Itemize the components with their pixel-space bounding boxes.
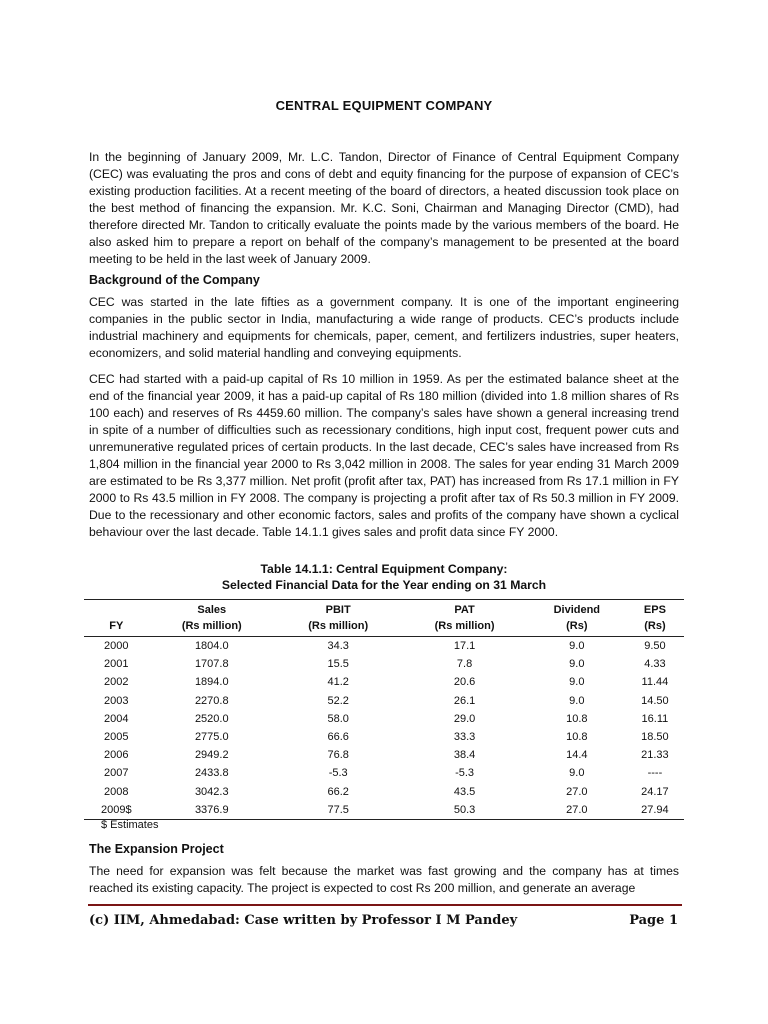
page-number: Page 1 — [629, 913, 678, 928]
header-cell: FY — [84, 618, 149, 637]
table-cell: 21.33 — [641, 749, 669, 762]
table-cell: 9.0 — [569, 658, 585, 671]
table-cell: 15.5 — [327, 658, 349, 671]
header-cell: (Rs) — [528, 618, 626, 637]
table-row — [84, 783, 684, 801]
table-cell: 7.8 — [456, 658, 473, 671]
table-caption-line1: Table 14.1.1: Central Equipment Company: — [260, 562, 508, 576]
financial-data-table — [84, 599, 684, 820]
table-cell: 2433.8 — [194, 767, 229, 780]
table-row — [84, 692, 684, 710]
table-row — [84, 764, 684, 782]
header-cell: (Rs million) — [275, 618, 401, 637]
header-cell: EPS — [626, 600, 684, 619]
table-cell: 2007 — [104, 767, 129, 780]
table-cell: 2001 — [104, 658, 129, 671]
table-cell: 9.0 — [569, 676, 585, 689]
table-cell: 18.50 — [641, 731, 669, 744]
table-cell: 2270.8 — [194, 694, 229, 707]
table-cell: 50.3 — [401, 801, 527, 820]
table-cell: 2775.0 — [194, 731, 229, 744]
table-cell: -5.3 — [455, 767, 475, 780]
table-cell: 9.0 — [569, 640, 585, 653]
footer-divider — [88, 904, 682, 906]
background-paragraph-2: CEC had started with a paid-up capital of Rs 10 million in 1959. As per the estimated balance sheet at the end of the financial year 2009, it has a paid-up capital of Rs 180 million (divided into 1.8 million shares of Rs 100 each) and reserves of Rs 4459.60 million. The company’s sales have shown a general increasing trend in spite of a number of difficulties such as recessionary conditions, high input cost, frequent power cuts and unremunerative regulated prices of certain products. In the last decade, CEC’s sales have increased from Rs 1,804 million in the financial year 2000 to Rs 3,042 million in 2008. The sales for year ending 31 March 2009 are estimated to be Rs 3,377 million. Net profit (profit after tax, PAT) has increased from Rs 17.1 million in FY 2000 to Rs 43.5 million in FY 2008. The company is projecting a profit after tax of Rs 50.3 million in FY 2009. Due to the recessionary and other economic factors, sales and profits of the company have shown a cyclical behaviour over the last decade. Table 14.1.1 gives sales and profit data since FY 2000. — [89, 372, 679, 539]
table-row — [84, 728, 684, 746]
background-paragraph-1: CEC was started in the late fifties as a government company. It is one of the important engineering companies in the public sector in India, manufacturing a wide range of products. CEC’s products include industrial machinery and equipments for chemicals, paper, cement, and fertilizers industries, super heaters, economizers, and solid material handling and conveying equipments. — [89, 295, 679, 360]
table-cell: 34.3 — [327, 640, 349, 653]
intro-paragraph: In the beginning of January 2009, Mr. L.C. Tandon, Director of Finance of Central Equipment Company (CEC) was evaluating the pros and cons of debt and equity financing for the purpose of expansion of CEC’s existing production facilities. At a recent meeting of the board of directors, a heated discussion took place on the best method of financing the expansion. Mr. K.C. Soni, Chairman and Managing Director (CMD), had therefore directed Mr. Tandon to critically evaluate the points made by the various members of the board. He also asked him to prepare a report on behalf of the company’s management to be presented at the board meeting to be held in the last week of January 2009. — [89, 150, 679, 266]
table-cell: 2006 — [104, 749, 129, 762]
table-cell: 66.2 — [327, 785, 349, 798]
table-cell: 2000 — [104, 640, 129, 653]
table-cell: 1707.8 — [194, 658, 229, 671]
table-cell: 11.44 — [641, 676, 669, 689]
table-cell: 38.4 — [453, 749, 476, 762]
table-cell: 33.3 — [453, 731, 476, 744]
table-cell: 1804.0 — [194, 640, 229, 653]
background-heading: Background of the Company — [89, 273, 260, 287]
table-cell: 16.11 — [641, 712, 669, 725]
table-cell: 20.6 — [453, 676, 476, 689]
table-cell: 2520.0 — [194, 712, 229, 725]
table-cell: 2949.2 — [194, 749, 229, 762]
table-row — [84, 673, 684, 691]
table-cell: 3042.3 — [194, 785, 229, 798]
table-cell: -5.3 — [328, 767, 348, 780]
table-cell: 41.2 — [327, 676, 349, 689]
table-cell: 2003 — [104, 694, 129, 707]
table-cell: 4.33 — [644, 658, 666, 671]
expansion-paragraph: The need for expansion was felt because the market was fast growing and the company has at times reached its existing capacity. The project is expected to cost Rs 200 million, and generate an average — [89, 864, 679, 895]
table-cell: 2005 — [104, 731, 129, 744]
table-cell: 26.1 — [453, 694, 476, 707]
table-note: $ Estimates — [101, 819, 159, 831]
header-cell — [84, 600, 149, 619]
table-header-row-2 — [84, 618, 684, 637]
header-cell: PBIT — [275, 600, 401, 619]
table-cell: 14.50 — [641, 694, 669, 707]
table-cell: 43.5 — [453, 785, 476, 798]
table-cell: 76.8 — [327, 749, 349, 762]
table-cell: 29.0 — [453, 712, 476, 725]
table-cell: 2002 — [104, 676, 129, 689]
table-cell: 24.17 — [641, 785, 669, 798]
table-cell: ---- — [647, 767, 663, 780]
table-row — [84, 746, 684, 764]
table-body — [84, 637, 684, 820]
table-cell: 27.94 — [626, 801, 684, 820]
header-cell: Sales — [149, 600, 275, 619]
table-cell: 3376.9 — [149, 801, 275, 820]
table-cell: 2009$ — [84, 801, 149, 820]
table-cell: 14.4 — [566, 749, 588, 762]
table-row — [84, 655, 684, 673]
table-row — [84, 710, 684, 728]
table-cell: 1894.0 — [194, 676, 229, 689]
table-cell: 9.0 — [569, 767, 585, 780]
table-cell: 66.6 — [327, 731, 349, 744]
table-cell: 10.8 — [566, 731, 588, 744]
table-cell: 27.0 — [566, 785, 588, 798]
header-cell: (Rs million) — [401, 618, 527, 637]
table-cell: 27.0 — [528, 801, 626, 820]
header-cell: PAT — [401, 600, 527, 619]
header-cell: Dividend — [528, 600, 626, 619]
document-title: CENTRAL EQUIPMENT COMPANY — [275, 98, 493, 113]
table-cell: 2008 — [104, 785, 129, 798]
header-cell: (Rs million) — [149, 618, 275, 637]
header-cell: (Rs) — [626, 618, 684, 637]
table-cell: 17.1 — [453, 640, 476, 653]
table-cell: 52.2 — [327, 694, 349, 707]
table-caption-line2: Selected Financial Data for the Year ending on 31 March — [221, 578, 547, 592]
table-cell: 9.0 — [569, 694, 585, 707]
table-cell: 10.8 — [566, 712, 588, 725]
table-row — [84, 801, 684, 820]
table-row — [84, 637, 684, 656]
table-header-row-1 — [84, 600, 684, 619]
table-cell: 2004 — [104, 712, 129, 725]
expansion-heading: The Expansion Project — [89, 842, 224, 856]
table-cell: 9.50 — [644, 640, 666, 653]
table-cell: 58.0 — [327, 712, 349, 725]
table-cell: 77.5 — [275, 801, 401, 820]
footer-copyright: (c) IIM, Ahmedabad: Case written by Professor I M Pandey — [89, 913, 518, 928]
